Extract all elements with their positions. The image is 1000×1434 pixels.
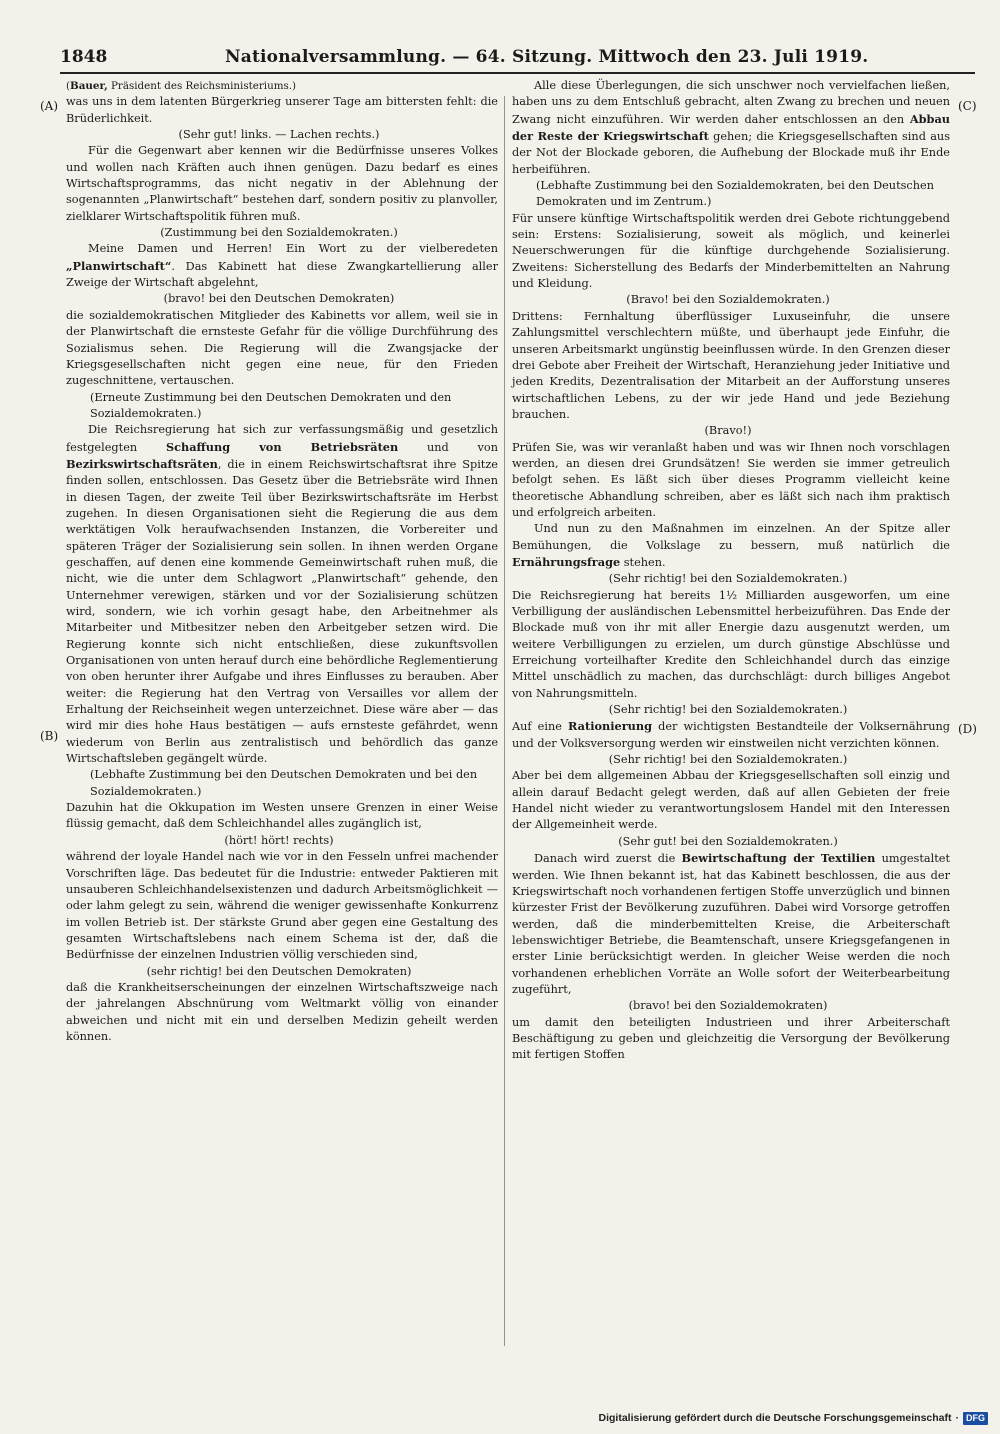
emphasis: Abbau der Reste der Kriegswirtschaft [512,111,950,144]
speaker-role: Präsident des Reichsministeriums.) [107,80,297,92]
dfg-logo-icon: DFG [963,1412,988,1425]
paragraph: Und nun zu den Maßnahmen im einzelnen. An der Spitze aller Bemühungen, die Volkslage zu bessern, muß natürlich die Ernährungsfrage stehen. [512,522,950,569]
paragraph: Alle diese Überlegungen, die sich unschwer noch vervielfachen ließen, haben uns zu dem Entschluß gebracht, alten Zwang zu brechen und neuen Zwang nicht einzuführen. Wir werden daher entschlossen an den Abbau der Reste der Kriegswirtschaft gehen; die Kriegsgesellschaften sind aus der Not der Blockade geboren, die Aufhebung der Blockade muß ihr Ende herbeiführen. [512,79,951,176]
paragraph: Dazuhin hat die Okkupation im Westen unsere Grenzen in einer Weise flüssig gemacht, daß dem Schleichhandel alles zugänglich ist, [66,801,498,831]
paragraph: die sozialdemokratischen Mitglieder des Kabinetts vor allem, weil sie in der Planwirtschaft die ernsteste Gefahr für die völlige Durchführung des Sozialismus sehen. Die Regierung will die Zwangsjacke der Kriegsgesellschaften nicht gegen eine neue, für den Frieden zugeschnittene, vertauschen. [66,308,498,388]
margin-marker-c: (C) [958,99,977,113]
paragraph: während der loyale Handel nach wie vor in den Fesseln unfrei machender Vorschriften läge. Das bedeutet für die Industrie: entweder Paktieren mit unsauberen Schleichhandelsexistenzen und dadurch Arbeitsmöglichkeit — oder lahm gelegt zu sein, während die weniger gewissenhafte Konkurrenz im vollen Betrieb ist. Der stärkste Grund aber gegen eine Gestaltung des gesamten Wirtschaftslebens nach einem Schema ist der, daß die Bedürfnisse der einzelnen Industrien völlig verschieden sind, [66,850,498,962]
emphasis: Bewirtschaftung der Textilien [681,851,876,866]
speaker-line: (Bauer, Präsident des Reichsministeriums.) [66,80,297,92]
paragraph: Auf eine Rationierung der wichtigsten Bestandteile der Volksernährung und der Volksversorgung werden wir einstweilen nicht verzichten können. [512,719,951,750]
interjection: (bravo! bei den Sozialdemokraten) [628,999,828,1013]
running-title: Nationalversammlung. — 64. Sitzung. Mittwoch den 23. Juli 1919. [225,47,869,67]
paragraph: Drittens: Fernhaltung überflüssiger Luxuseinfuhr, die unsere Zahlungsmittel verschlechtern müßte, und überhaupt jede Einfuhr, die unseren Arbeitsmarkt ungünstig beeinflussen würde. In den Grenzen dieser drei Gebote aber Freiheit der Wirtschaft, Heranziehung jeder Initiative und jeden Kredits, Dezentralisation der Mitarbeit an der Aufforstung unseres wirtschaftlichen Lebens, zu der wir jede Hand und jede Beziehung brauchen. [512,309,950,421]
interjection: (bravo! bei den Deutschen Demokraten) [163,292,395,306]
paragraph: Prüfen Sie, was wir veranlaßt haben und was wir Ihnen noch vorschlagen werden, an diesen drei Grundsätzen! Sie werden sie immer getreulich befolgt sehen. Es läßt sich über dieses Programm vielleicht keine theoretische Abhandlung schreiben, aber es läßt sich nach ihm praktisch und erfolgreich arbeiten. [512,440,950,519]
paragraph: Für die Gegenwart aber kennen wir die Bedürfnisse unseres Volkes und wollen nach Kräften auch ihnen genügen. Dazu bedarf es eines Wirtschaftsprogramms, das nicht negativ in der Ablehnung der sogenannten „Planwirtschaft“ bestehen darf, sondern positiv zu planvoller, zielklarer Wirtschaftspolitik führen muß. [66,144,498,223]
column-divider [504,96,505,1346]
interjection: (Zustimmung bei den Sozialdemokraten.) [160,226,398,240]
interjection: (Sehr gut! links. — Lachen rechts.) [178,128,380,142]
credit-text: Digitalisierung gefördert durch die Deutsche Forschungsgemeinschaft [598,1412,952,1424]
page-number: 1848 [60,47,108,67]
paragraph: Die Reichsregierung hat sich zur verfassungsmäßig und gesetzlich festgelegten Schaffung von Betriebsräten und von Bezirkswirtschaftsräten, die in einem Reichswirtschaftsrat ihre Spitze finden sollen, entschlossen. Das Gesetz über die Betriebsräte wird Ihnen in diesen Tagen, der zweite Teil über Bezirkswirtschaftsräte im Herbst zugehen. In diesen Organisationen sieht die Regierung die aus dem werktätigen Volk heraufwachsenden Instanzen, die Vorbereiter und späteren Träger der Sozialisierung sein sollen. In ihnen werden Organe geschaffen, auf denen eine kommende Gemeinwirtschaft ruhen muß, die nicht, wie die unter dem Schlagwort „Planwirtschaft“ gehende, den Unternehmer verewigen, stärken und vor der Sozialisierung schützen wird, sondern, wie ich vorhin gesagt habe, den Arbeitnehmer als Mitarbeiter und Mitbesitzer neben den Arbeitgeber setzen wird. Die Regierung konnte sich nicht entschließen, diese zukunftsvollen Organisationen von unten herauf durch eine behördliche Reglementierung von oben herunter ihrer Aufgabe und ihres Einflusses zu berauben. Aber weiter: die Regierung hat den Vertrag von Versailles vor allem der Erhaltung der Reichseinheit wegen unterzeichnet. Diese wäre aber — das wird mir dies hohe Haus bestätigen — aufs ernsteste gefährdet, wenn wiederum von Berlin aus zentralistisch und behördlich das ganze Wirtschaftsleben gegängelt würde. [66,423,498,766]
margin-marker-b: (B) [40,729,59,743]
emphasis: Bezirkswirtschaftsräten [66,456,218,471]
paragraph: Danach wird zuerst die Bewirtschaftung der Textilien umgestaltet werden. Wie Ihnen bekannt ist, hat das Kabinett beschlossen, die aus der Kriegswirtschaft noch vorhandenen fertigen Stoffe unverzüglich und binnen kürzester Frist der Bevölkerung zuzuführen. Dabei wird Vorsorge getroffen werden, daß die minderbemittelten Kreise, die Arbeiterschaft lebenswichtiger Betriebe, die Beamtenschaft, unsere Kriegsgefangenen in erster Linie berücksichtigt werden. In gleicher Weise werden die noch vorhandenen erheblichen Vorräte an Wolle sofort der Weiterbearbeitung zugeführt, [512,851,950,996]
paragraph: um damit den beteiligten Industrieen und ihrer Arbeiterschaft Beschäftigung zu geben und gleichzeitig die Versorgung der Bevölkerung mit fertigen Stoffen [512,1015,950,1062]
paragraph: Aber bei dem allgemeinen Abbau der Kriegsgesellschaften soll einzig und allein darauf Bedacht gelegt werden, daß auf allen Gebieten der freie Handel nicht wieder zu verantwortungslosem Handel mit den Interessen der Allgemeinheit werde. [512,769,950,832]
emphasis: Rationierung [568,719,653,734]
right-column [512,78,950,1360]
interjection: (Lebhafte Zustimmung bei den Deutschen Demokraten und bei den Sozialdemokraten.) [90,768,478,798]
interjection: (Sehr richtig! bei den Sozialdemokraten.) [608,572,848,586]
interjection: (Sehr richtig! bei den Sozialdemokraten.) [608,703,848,717]
speaker-name: Bauer, [70,80,108,92]
paragraph: daß die Krankheitserscheinungen der einzelnen Wirtschaftszweige nach der jahrelangen Abschnürung vom Weltmarkt völlig von einander abweichen und nicht mit ein und derselben Medizin geheilt werden können. [66,980,498,1043]
emphasis: Schaffung von Betriebsräten [165,439,399,454]
emphasis: Ernährungsfrage [512,554,621,569]
digitization-credit: Digitalisierung gefördert durch die Deutsche Forschungsgemeinschaft · DFG [599,1410,988,1426]
page-header [60,44,975,70]
margin-marker-d: (D) [958,722,977,736]
interjection: (Bravo!) [704,424,752,438]
paragraph: Meine Damen und Herren! Ein Wort zu der vielberedeten „Planwirtschaft“. Das Kabinett hat diese Zwangkartellierung aller Zweige der Wirtschaft abgelehnt, [66,242,498,290]
interjection: (Erneute Zustimmung bei den Deutschen Demokraten und den Sozialdemokraten.) [90,390,452,420]
interjection: (sehr richtig! bei den Deutschen Demokraten) [146,964,412,978]
interjection: (Lebhafte Zustimmung bei den Sozialdemokraten, bei den Deutschen Demokraten und im Zentrum.) [536,179,934,209]
emphasis: „Planwirtschaft“ [66,258,172,273]
margin-marker-a: (A) [40,99,59,113]
header-rule [60,72,975,74]
interjection: (Sehr richtig! bei den Sozialdemokraten.) [608,753,848,767]
paragraph: Die Reichsregierung hat bereits 1½ Milliarden ausgeworfen, um eine Verbilligung der ausländischen Lebensmittel herbeizuführen. Das Ende der Blockade muß von ihr mit aller Energie dazu ausgenutzt werden, um weitere Verbilligungen zu erzielen, um durch günstige Abschlüsse und Erreichung vorteilhafter Kredite den Schleichhandel durch das einzige Mittel unschädlich zu machen, das durchschlägt: durch billiges Angebot von Nahrungsmitteln. [512,588,950,700]
left-column [66,78,498,1360]
paragraph: Für unsere künftige Wirtschaftspolitik werden drei Gebote richtunggebend sein: Erstens: Sozialisierung, soweit als möglich, und keinerlei Neuerschwerungen für die künftige durchgehende Sozialisierung. Zweitens: Sicherstellung des Bedarfs der Minderbemittelten an Nahrung und Kleidung. [512,211,950,291]
interjection: (Sehr gut! bei den Sozialdemokraten.) [618,834,838,848]
interjection: (Bravo! bei den Sozialdemokraten.) [626,293,830,307]
paragraph: was uns in dem latenten Bürgerkrieg unserer Tage am bittersten fehlt: die Brüderlichkeit. [66,95,498,125]
interjection: (hört! hört! rechts) [224,833,334,847]
